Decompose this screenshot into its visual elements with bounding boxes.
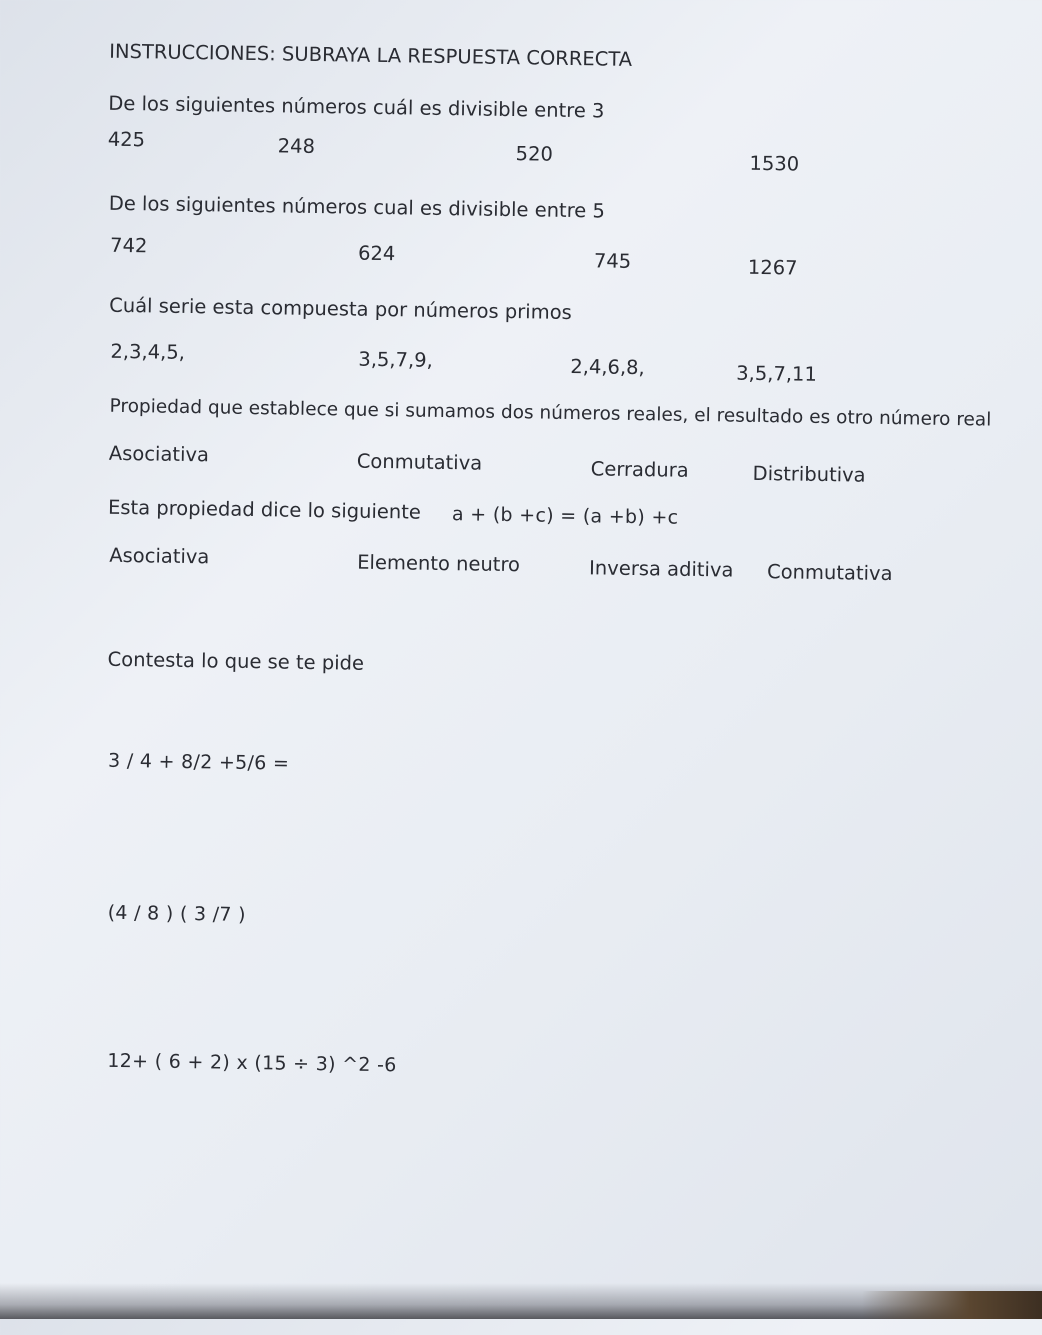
question-3-option-a[interactable]: 2,3,4,5,	[110, 339, 186, 364]
question-4-option-c[interactable]: Cerradura	[590, 457, 689, 482]
question-2-option-c[interactable]: 745	[593, 249, 632, 273]
question-5-text: Esta propiedad dice lo siguiente	[107, 495, 422, 524]
question-4-option-d[interactable]: Distributiva	[752, 461, 866, 487]
instructions-heading: INSTRUCCIONES: SUBRAYA LA RESPUESTA CORRECTA	[109, 39, 633, 71]
exercise-2: (4 / 8 ) ( 3 /7 )	[107, 901, 247, 926]
question-2-option-d[interactable]: 1267	[747, 255, 798, 280]
question-1-option-d[interactable]: 1530	[749, 151, 800, 176]
question-2-option-a[interactable]: 742	[109, 233, 148, 258]
exercise-1: 3 / 4 + 8/2 +5/6 =	[107, 749, 290, 775]
question-5-option-b[interactable]: Elemento neutro	[357, 550, 521, 577]
section-2-title: Contesta lo que se te pide	[107, 647, 365, 675]
question-5-option-a[interactable]: Asociativa	[109, 543, 210, 569]
question-1-option-c[interactable]: 520	[515, 142, 554, 166]
question-4-option-b[interactable]: Conmutativa	[356, 449, 483, 475]
question-1-option-b[interactable]: 248	[277, 134, 316, 158]
question-4-option-a[interactable]: Asociativa	[108, 441, 210, 467]
desk-edge	[862, 1291, 1042, 1319]
question-3-option-d[interactable]: 3,5,7,11	[736, 361, 818, 386]
question-2-text: De los siguientes números cual es divisible entre 5	[108, 191, 606, 223]
question-5-option-d[interactable]: Conmutativa	[766, 560, 893, 586]
question-1-text: De los siguientes números cuál es divisible entre 3	[108, 91, 605, 123]
question-5-option-c[interactable]: Inversa aditiva	[588, 556, 734, 582]
question-3-option-b[interactable]: 3,5,7,9,	[358, 347, 433, 372]
question-3-option-c[interactable]: 2,4,6,8,	[570, 355, 645, 380]
question-2-option-b[interactable]: 624	[357, 241, 396, 266]
exercise-3: 12+ ( 6 + 2) x (15 ÷ 3) ^2 -6	[107, 1049, 397, 1077]
question-4-text: Propiedad que establece que si sumamos dos números reales, el resultado es otro número real	[109, 395, 992, 431]
question-5-formula: a + (b +c) = (a +b) +c	[451, 503, 679, 529]
question-3-text: Cuál serie esta compuesta por números primos	[109, 293, 572, 325]
question-1-option-a[interactable]: 425	[107, 127, 146, 152]
